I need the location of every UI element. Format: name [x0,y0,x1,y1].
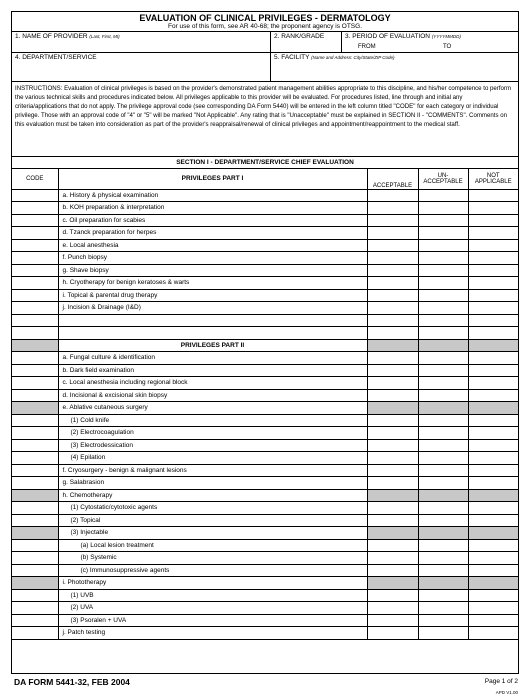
acceptable-checkbox[interactable] [367,302,418,315]
not-applicable-checkbox[interactable] [468,239,518,252]
unacceptable-checkbox[interactable] [418,602,468,615]
privilege-label: (1) Cold knife [58,414,367,427]
provider-name-field[interactable] [12,32,271,52]
not-applicable-checkbox[interactable] [468,589,518,602]
table-row [12,289,518,302]
code-column-header: CODE [12,169,58,189]
table-row [12,502,518,515]
privilege-label: j. Patch testing [58,627,367,640]
acceptable-checkbox[interactable] [367,264,418,277]
unacceptable-checkbox[interactable] [418,452,468,465]
code-cell[interactable] [12,464,58,477]
unacceptable-checkbox[interactable] [418,502,468,515]
table-row [12,314,518,327]
code-cell[interactable] [12,277,58,290]
table-row [12,577,518,590]
code-cell[interactable] [12,352,58,365]
not-applicable-checkbox[interactable] [468,252,518,265]
period-hint: (YYYYMMDD) [431,34,461,39]
code-cell[interactable] [12,439,58,452]
unacceptable-checkbox[interactable] [418,314,468,327]
not-applicable-checkbox[interactable] [468,452,518,465]
code-cell[interactable] [12,214,58,227]
unacceptable-checkbox[interactable] [418,239,468,252]
unacceptable-checkbox[interactable] [418,277,468,290]
acceptable-checkbox[interactable] [367,589,418,602]
privileges-table [12,169,518,640]
not-applicable-checkbox[interactable] [468,214,518,227]
acceptable-checkbox[interactable] [367,227,418,240]
table-row [12,214,518,227]
acceptable-checkbox[interactable] [367,277,418,290]
table-row [12,614,518,627]
not-applicable-checkbox[interactable] [468,439,518,452]
acceptable-checkbox[interactable] [367,289,418,302]
unacceptable-checkbox[interactable] [418,227,468,240]
table-row [12,589,518,602]
table-row [12,352,518,365]
code-cell[interactable] [12,389,58,402]
table-row [12,189,518,202]
not-applicable-checkbox[interactable] [468,464,518,477]
code-cell[interactable] [12,477,58,490]
table-row [12,602,518,615]
acceptable-checkbox[interactable] [367,539,418,552]
code-cell[interactable] [12,289,58,302]
acceptable-checkbox[interactable] [367,452,418,465]
acceptable-checkbox[interactable] [367,414,418,427]
privilege-label: (b) Systemic [58,552,367,565]
privilege-label: g. Shave biopsy [58,264,367,277]
privilege-label: (a) Local lesion treatment [58,539,367,552]
not-applicable-column-header: NOT APPLICABLE [468,169,518,189]
code-cell[interactable] [12,377,58,390]
acceptable-checkbox[interactable] [367,202,418,215]
unacceptable-checkbox[interactable] [418,289,468,302]
table-row [12,327,518,340]
part1-column-header: PRIVILEGES PART I [58,169,367,189]
unacceptable-checkbox[interactable] [418,564,468,577]
code-cell[interactable] [12,502,58,515]
unacceptable-checkbox [418,489,468,502]
code-cell[interactable] [12,414,58,427]
unacceptable-checkbox[interactable] [418,252,468,265]
privilege-label: c. Local anesthesia including regional block [58,377,367,390]
privilege-label: e. Ablative cutaneous surgery [58,402,367,415]
privilege-label: a. Fungal culture & identification [58,352,367,365]
unacceptable-checkbox [418,339,468,352]
not-applicable-checkbox[interactable] [468,327,518,340]
not-applicable-checkbox[interactable] [468,289,518,302]
acceptable-checkbox[interactable] [367,189,418,202]
code-cell[interactable] [12,564,58,577]
unacceptable-checkbox[interactable] [418,614,468,627]
unacceptable-checkbox[interactable] [418,514,468,527]
not-applicable-checkbox[interactable] [468,614,518,627]
privilege-label: d. Tzanck preparation for herpes [58,227,367,240]
unacceptable-checkbox[interactable] [418,302,468,315]
code-cell[interactable] [12,252,58,265]
acceptable-checkbox [367,527,418,540]
unacceptable-checkbox[interactable] [418,202,468,215]
part2-header-row [12,339,518,352]
code-cell[interactable] [12,489,58,502]
unacceptable-checkbox[interactable] [418,389,468,402]
privilege-label: f. Cryosurgery - benign & malignant lesions [58,464,367,477]
not-applicable-checkbox[interactable] [468,414,518,427]
privilege-label: (3) Electrodessication [58,439,367,452]
not-applicable-checkbox[interactable] [468,514,518,527]
code-cell[interactable] [12,364,58,377]
code-cell[interactable] [12,327,58,340]
privilege-label: (2) Electrocoagulation [58,427,367,440]
not-applicable-checkbox [468,339,518,352]
facility-field[interactable] [271,53,518,81]
not-applicable-checkbox[interactable] [468,302,518,315]
code-cell[interactable] [12,577,58,590]
acceptable-checkbox[interactable] [367,377,418,390]
header-row-1 [12,32,518,53]
unacceptable-checkbox[interactable] [418,589,468,602]
unacceptable-checkbox[interactable] [418,464,468,477]
privilege-label: i. Topical & parental drug therapy [58,289,367,302]
provider-label: 1. NAME OF PROVIDER [15,33,88,40]
table-row [12,202,518,215]
acceptable-checkbox[interactable] [367,602,418,615]
not-applicable-checkbox[interactable] [468,627,518,640]
facility-hint: (Name and Address: City/State/ZIP Code) [311,55,395,60]
privilege-label: b. Dark field examination [58,364,367,377]
privilege-label: a. History & physical examination [58,189,367,202]
not-applicable-checkbox[interactable] [468,389,518,402]
table-row [12,477,518,490]
part2-header: PRIVILEGES PART II [58,339,367,352]
privilege-label: e. Local anesthesia [58,239,367,252]
code-cell[interactable] [12,202,58,215]
acceptable-checkbox[interactable] [367,514,418,527]
header-row-2 [12,53,518,82]
privilege-label: (3) Injectable [58,527,367,540]
code-cell[interactable] [12,452,58,465]
code-cell [12,339,58,352]
privilege-label [58,314,367,327]
not-applicable-checkbox [468,489,518,502]
acceptable-checkbox [367,489,418,502]
privilege-label [58,327,367,340]
table-row [12,277,518,290]
table-row [12,389,518,402]
acceptable-checkbox[interactable] [367,502,418,515]
code-cell[interactable] [12,314,58,327]
code-cell[interactable] [12,514,58,527]
privilege-label: f. Punch biopsy [58,252,367,265]
form-number: DA FORM 5441-32, FEB 2004 [14,677,130,687]
table-row [12,364,518,377]
table-row [12,564,518,577]
code-cell[interactable] [12,239,58,252]
table-row [12,627,518,640]
acceptable-checkbox[interactable] [367,239,418,252]
table-row [12,514,518,527]
table-row [12,227,518,240]
code-cell[interactable] [12,527,58,540]
not-applicable-checkbox[interactable] [468,314,518,327]
table-header-row [12,169,518,189]
rank-grade-field[interactable] [271,32,342,52]
table-row [12,439,518,452]
not-applicable-checkbox[interactable] [468,377,518,390]
table-row [12,464,518,477]
unacceptable-checkbox[interactable] [418,327,468,340]
privilege-label: (4) Epilation [58,452,367,465]
table-row [12,264,518,277]
privilege-label: (2) Topical [58,514,367,527]
privilege-label: g. Salabrasion [58,477,367,490]
code-cell[interactable] [12,589,58,602]
privilege-label: d. Incisional & excisional skin biopsy [58,389,367,402]
evaluation-form [11,11,519,674]
privilege-label: (c) Immunosuppressive agents [58,564,367,577]
privilege-label: h. Cryotherapy for benign keratoses & warts [58,277,367,290]
acceptable-checkbox[interactable] [367,464,418,477]
acceptable-checkbox[interactable] [367,314,418,327]
acceptable-checkbox[interactable] [367,364,418,377]
department-field[interactable] [12,53,271,81]
unacceptable-checkbox[interactable] [418,214,468,227]
not-applicable-checkbox[interactable] [468,202,518,215]
not-applicable-checkbox[interactable] [468,552,518,565]
unacceptable-checkbox[interactable] [418,364,468,377]
privilege-label: b. KOH preparation & interpretation [58,202,367,215]
acceptable-checkbox[interactable] [367,327,418,340]
table-row [12,552,518,565]
acceptable-checkbox[interactable] [367,564,418,577]
acceptable-checkbox[interactable] [367,477,418,490]
code-cell[interactable] [12,539,58,552]
code-cell[interactable] [12,302,58,315]
section-title: SECTION I - DEPARTMENT/SERVICE CHIEF EVALUATION [12,157,518,169]
unacceptable-checkbox [418,527,468,540]
acceptable-checkbox [367,339,418,352]
privilege-label: (1) Cytostatic/cytotoxic agents [58,502,367,515]
form-title: EVALUATION OF CLINICAL PRIVILEGES - DERMATOLOGY [139,13,391,23]
code-cell[interactable] [12,614,58,627]
not-applicable-checkbox[interactable] [468,277,518,290]
not-applicable-checkbox[interactable] [468,602,518,615]
not-applicable-checkbox [468,402,518,415]
table-row [12,302,518,315]
table-row [12,489,518,502]
table-row [12,239,518,252]
table-row [12,402,518,415]
unacceptable-column-header: UN- ACCEPTABLE [418,169,468,189]
code-cell[interactable] [12,427,58,440]
form-title-block [12,12,518,32]
unacceptable-checkbox[interactable] [418,477,468,490]
privilege-label: c. Oil preparation for scabies [58,214,367,227]
not-applicable-checkbox[interactable] [468,227,518,240]
code-cell[interactable] [12,227,58,240]
unacceptable-checkbox[interactable] [418,377,468,390]
to-label: TO [443,44,452,50]
acceptable-checkbox[interactable] [367,552,418,565]
acceptable-checkbox[interactable] [367,214,418,227]
rank-label: 2. RANK/GRADE [274,33,325,40]
not-applicable-checkbox[interactable] [468,477,518,490]
from-label: FROM [358,44,376,50]
facility-label: 5. FACILITY [274,54,310,61]
unacceptable-checkbox[interactable] [418,352,468,365]
not-applicable-checkbox [468,527,518,540]
unacceptable-checkbox[interactable] [418,414,468,427]
code-cell[interactable] [12,602,58,615]
table-row [12,452,518,465]
privilege-label: h. Chemotherapy [58,489,367,502]
acceptable-checkbox[interactable] [367,614,418,627]
unacceptable-checkbox[interactable] [418,427,468,440]
privilege-label: (3) Psoralen + UVA [58,614,367,627]
privilege-label: i. Phototherapy [58,577,367,590]
unacceptable-checkbox[interactable] [418,627,468,640]
unacceptable-checkbox [418,577,468,590]
code-cell[interactable] [12,552,58,565]
not-applicable-checkbox[interactable] [468,502,518,515]
period-label: 3. PERIOD OF EVALUATION [345,33,430,40]
not-applicable-checkbox[interactable] [468,264,518,277]
unacceptable-checkbox[interactable] [418,264,468,277]
table-row [12,252,518,265]
not-applicable-checkbox[interactable] [468,189,518,202]
code-cell[interactable] [12,627,58,640]
acceptable-checkbox[interactable] [367,627,418,640]
acceptable-checkbox[interactable] [367,352,418,365]
acceptable-column-header: ACCEPTABLE [367,169,418,189]
version-label: APD V1.00 [495,690,518,695]
acceptable-checkbox[interactable] [367,389,418,402]
code-cell[interactable] [12,264,58,277]
not-applicable-checkbox[interactable] [468,539,518,552]
unacceptable-checkbox[interactable] [418,439,468,452]
acceptable-checkbox[interactable] [367,252,418,265]
unacceptable-checkbox[interactable] [418,539,468,552]
unacceptable-checkbox [418,402,468,415]
unacceptable-checkbox[interactable] [418,189,468,202]
not-applicable-checkbox[interactable] [468,427,518,440]
provider-hint: (Last, First, MI) [89,34,120,39]
privilege-label: (1) UVB [58,589,367,602]
page-number: Page 1 of 2 [484,678,518,685]
unacceptable-checkbox[interactable] [418,552,468,565]
form-subtitle: For use of this form, see AR 40-68; the proponent agency is OTSG. [167,23,362,30]
privilege-label: j. Incision & Drainage (I&D) [58,302,367,315]
code-cell[interactable] [12,189,58,202]
evaluation-period-field[interactable] [342,32,518,52]
table-row [12,527,518,540]
not-applicable-checkbox[interactable] [468,564,518,577]
table-row [12,377,518,390]
department-label: 4. DEPARTMENT/SERVICE [15,54,97,61]
instructions-text: INSTRUCTIONS: Evaluation of clinical privileges is based on the provider's demonstrated patient management abilities appropriate to this discipline, and his/her competence to perform the various technical skills and procedures indicated below. All privileges applicable to this provider will be evaluated. For procedures listed, line through and initial any criteria/applications that do not apply. The privilege approval code (see corresponding DA Form 5440) will be entered in the left column titled "CODE" for each category or individual privilege. Those with an approval code of "4" or "5" will be marked "Not Applicable". Any rating that is "Unacceptable" must be explained in SECTION II - "COMMENTS". Comments on this evaluation must be taken into consideration as part of the provider's reappraisal/renewal of clinical privileges and appointment/reappointment to the medical staff. [12,82,518,157]
privilege-label: (2) UVA [58,602,367,615]
not-applicable-checkbox[interactable] [468,352,518,365]
acceptable-checkbox [367,402,418,415]
not-applicable-checkbox [468,577,518,590]
table-row [12,414,518,427]
table-row [12,427,518,440]
not-applicable-checkbox[interactable] [468,364,518,377]
code-cell[interactable] [12,402,58,415]
acceptable-checkbox[interactable] [367,427,418,440]
acceptable-checkbox[interactable] [367,439,418,452]
table-row [12,539,518,552]
acceptable-checkbox [367,577,418,590]
